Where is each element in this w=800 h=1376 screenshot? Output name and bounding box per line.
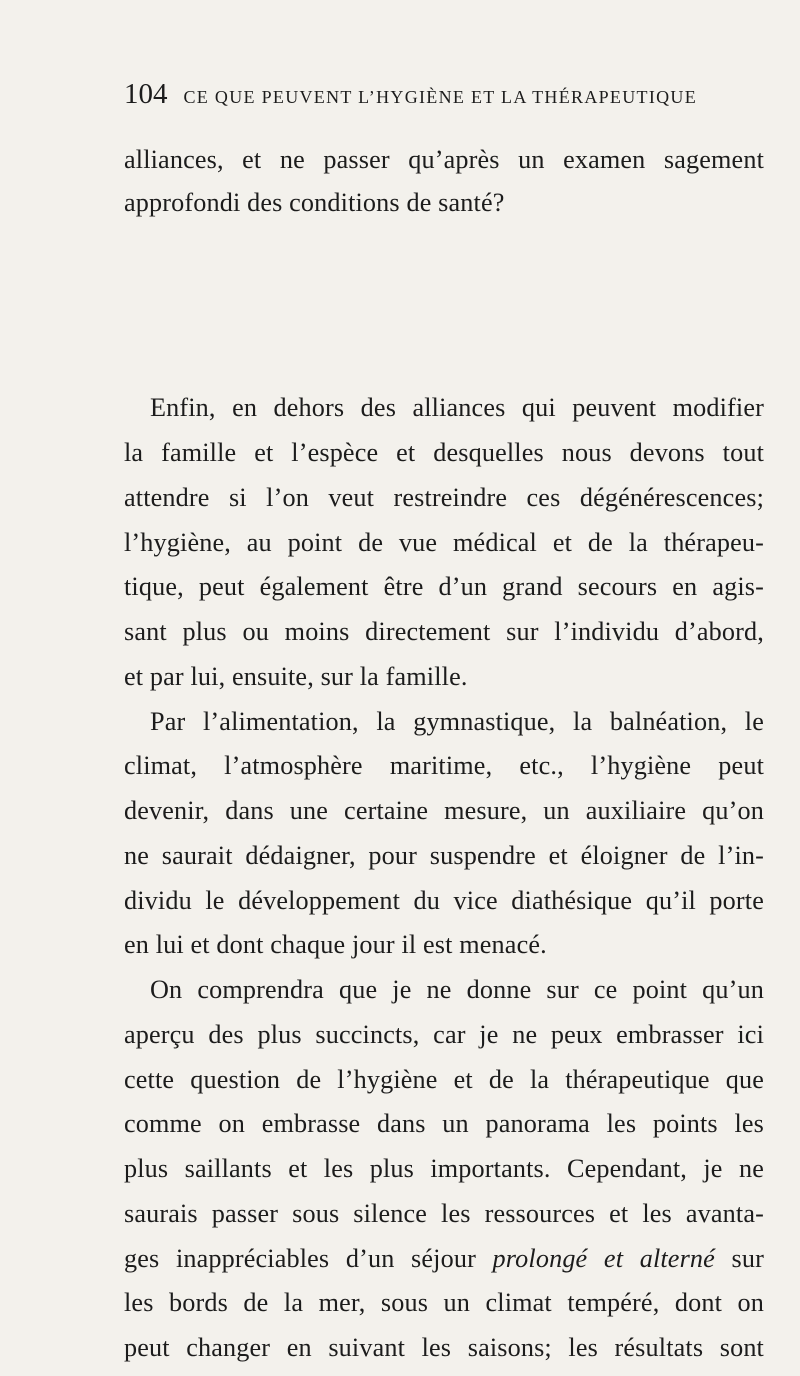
page-header: [124, 78, 724, 118]
text-line: ne saurait dédaigner, pour suspendre et éloigner de l’in-: [124, 841, 764, 870]
text-line: [124, 1246, 764, 1272]
text-line: cette question de l’hygiène et de la thérapeutique que: [124, 1065, 764, 1094]
text-segment: sur: [731, 1244, 764, 1273]
text-line: Enfin, en dehors des alliances qui peuvent modifier: [150, 393, 764, 422]
text-line: devenir, dans une certaine mesure, un auxiliaire qu’on: [124, 796, 764, 825]
text-line: On comprendra que je ne donne sur ce point qu’un: [150, 975, 764, 1004]
text-line: l’hygiène, au point de vue médical et de la thérapeu-: [124, 528, 764, 557]
text-line: aperçu des plus succincts, car je ne peux embrasser ici: [124, 1020, 764, 1049]
text-segment: ges inappréciables d’un séjour: [124, 1244, 476, 1273]
text-line: alliances, et ne passer qu’après un examen sagement: [124, 145, 764, 174]
text-line: attendre si l’on veut restreindre ces dégénérescences;: [124, 483, 764, 512]
text-line: saurais passer sous silence les ressources et les avanta-: [124, 1199, 764, 1228]
text-line: Par l’alimentation, la gymnastique, la balnéation, le: [150, 707, 764, 736]
text-line: dividu le développement du vice diathésique qu’il porte: [124, 886, 764, 915]
page-number: 104: [124, 78, 168, 110]
italic-phrase: prolongé et alterné: [492, 1244, 715, 1273]
text-line: approfondi des conditions de santé?: [124, 188, 505, 217]
text-line: et par lui, ensuite, sur la famille.: [124, 662, 468, 691]
text-line: les bords de la mer, sous un climat tempéré, dont on: [124, 1288, 764, 1317]
text-line: en lui et dont chaque jour il est menacé.: [124, 930, 547, 959]
text-line: la famille et l’espèce et desquelles nous devons tout: [124, 438, 764, 467]
text-line: peut changer en suivant les saisons; les résultats sont: [124, 1333, 764, 1362]
text-line: climat, l’atmosphère maritime, etc., l’hygiène peut: [124, 751, 764, 780]
running-head: CE QUE PEUVENT L’HYGIÈNE ET LA THÉRAPEUTIQUE: [183, 87, 698, 107]
text-line: plus saillants et les plus importants. Cependant, je ne: [124, 1154, 764, 1183]
text-line: sant plus ou moins directement sur l’individu d’abord,: [124, 617, 764, 646]
text-line: tique, peut également être d’un grand secours en agis-: [124, 572, 764, 601]
text-line: comme on embrasse dans un panorama les points les: [124, 1109, 764, 1138]
